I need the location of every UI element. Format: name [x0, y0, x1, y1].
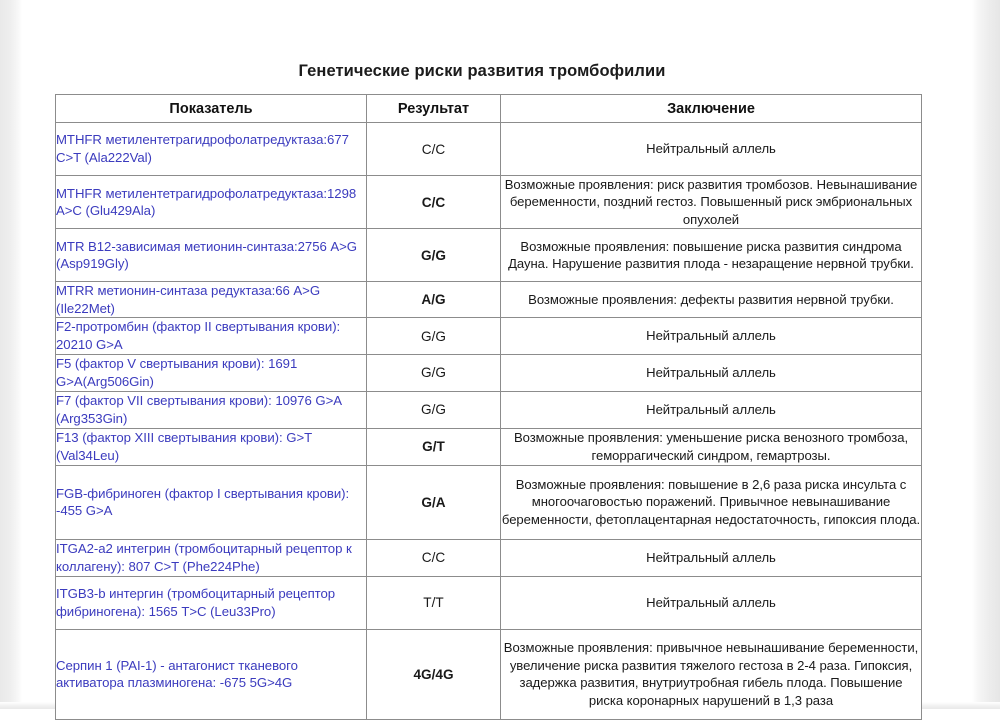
- cell-conclusion: Нейтральный аллель: [501, 539, 922, 576]
- cell-parameter: ITGA2-a2 интегрин (тромбоцитарный рецептор к коллагену): 807 C>T (Phe224Phe): [56, 539, 367, 576]
- page-title: Генетические риски развития тромбофилии: [298, 62, 666, 80]
- cell-result: G/G: [367, 318, 501, 354]
- cell-parameter: F5 (фактор V свертывания крови): 1691 G>A(Arg506Gin): [56, 354, 367, 391]
- cell-parameter: FGB-фибриноген (фактор I свертывания крови): -455 G>A: [56, 465, 367, 539]
- table-row: [56, 282, 922, 318]
- cell-conclusion: Нейтральный аллель: [501, 391, 922, 428]
- table-header: [56, 95, 922, 123]
- table-row: [56, 576, 922, 629]
- page-right-margin-shadow: [972, 0, 1000, 709]
- table-row: [56, 229, 922, 282]
- cell-result: T/T: [367, 576, 501, 629]
- cell-result: C/C: [367, 176, 501, 229]
- table-header-row: [56, 95, 922, 123]
- cell-conclusion: Возможные проявления: повышение в 2,6 раза риска инсульта с многоочаговостью поражений. Привычное невынашивание беременности, фетоплацентарная недостаточность, гипоксия плода.: [501, 465, 922, 539]
- cell-result: G/G: [367, 229, 501, 282]
- cell-conclusion: Возможные проявления: дефекты развития нервной трубки.: [501, 282, 922, 318]
- cell-result: G/G: [367, 354, 501, 391]
- cell-result: 4G/4G: [367, 629, 501, 719]
- table-row: [56, 539, 922, 576]
- genetic-risk-table: [55, 94, 922, 720]
- cell-conclusion: Нейтральный аллель: [501, 576, 922, 629]
- cell-conclusion: Возможные проявления: привычное невынашивание беременности, увеличение риска развития тяжелого гестоза в 2-4 раза. Гипоксия, задержка развития, внутриутробная гибель плода. Повышение риска коронарных нарушений в 1,3 раза: [501, 629, 922, 719]
- cell-conclusion: Возможные проявления: риск развития тромбозов. Невынашивание беременности, поздний гестоз. Повышенный риск эмбриональных опухолей: [501, 176, 922, 229]
- cell-parameter: ITGB3-b интергин (тромбоцитарный рецептор фибриногена): 1565 T>C (Leu33Pro): [56, 576, 367, 629]
- cell-conclusion: Возможные проявления: уменьшение риска венозного тромбоза, геморрагический синдром, гемартрозы.: [501, 428, 922, 465]
- document-body: [22, 0, 972, 709]
- cell-result: A/G: [367, 282, 501, 318]
- cell-parameter: F2-протромбин (фактор II свертывания крови): 20210 G>A: [56, 318, 367, 354]
- cell-parameter: Серпин 1 (PAI-1) - антагонист тканевого активатора плазминогена: -675 5G>4G: [56, 629, 367, 719]
- cell-conclusion: Нейтральный аллель: [501, 318, 922, 354]
- cell-parameter: MTHFR метилентетрагидрофолатредуктаза:1298 A>C (Glu429Ala): [56, 176, 367, 229]
- cell-parameter: F7 (фактор VII свертывания крови): 10976 G>A (Arg353Gin): [56, 391, 367, 428]
- cell-parameter: MTR B12-зависимая метионин-синтаза:2756 A>G (Asp919Gly): [56, 229, 367, 282]
- table-row: [56, 465, 922, 539]
- cell-parameter: MTRR метионин-синтаза редуктаза:66 A>G (Ile22Met): [56, 282, 367, 318]
- table-row: [56, 354, 922, 391]
- table-row: [56, 123, 922, 176]
- cell-result: C/C: [367, 123, 501, 176]
- cell-result: C/C: [367, 539, 501, 576]
- cell-conclusion: Возможные проявления: повышение риска развития синдрома Дауна. Нарушение развития плода - незаращение нервной трубки.: [501, 229, 922, 282]
- column-header-conclusion: Заключение: [501, 95, 922, 123]
- cell-result: G/A: [367, 465, 501, 539]
- table-row: [56, 318, 922, 354]
- cell-parameter: MTHFR метилентетрагидрофолатредуктаза:677 C>T (Ala222Val): [56, 123, 367, 176]
- cell-result: G/G: [367, 391, 501, 428]
- table-row: [56, 391, 922, 428]
- cell-conclusion: Нейтральный аллель: [501, 123, 922, 176]
- cell-result: G/T: [367, 428, 501, 465]
- column-header-parameter: Показатель: [56, 95, 367, 123]
- table-body: [56, 123, 922, 720]
- column-header-result: Результат: [367, 95, 501, 123]
- table-row: [56, 428, 922, 465]
- table-row: [56, 629, 922, 719]
- table-row: [56, 176, 922, 229]
- cell-conclusion: Нейтральный аллель: [501, 354, 922, 391]
- page-left-margin-shadow: [0, 0, 22, 709]
- cell-parameter: F13 (фактор XIII свертывания крови): G>T (Val34Leu): [56, 428, 367, 465]
